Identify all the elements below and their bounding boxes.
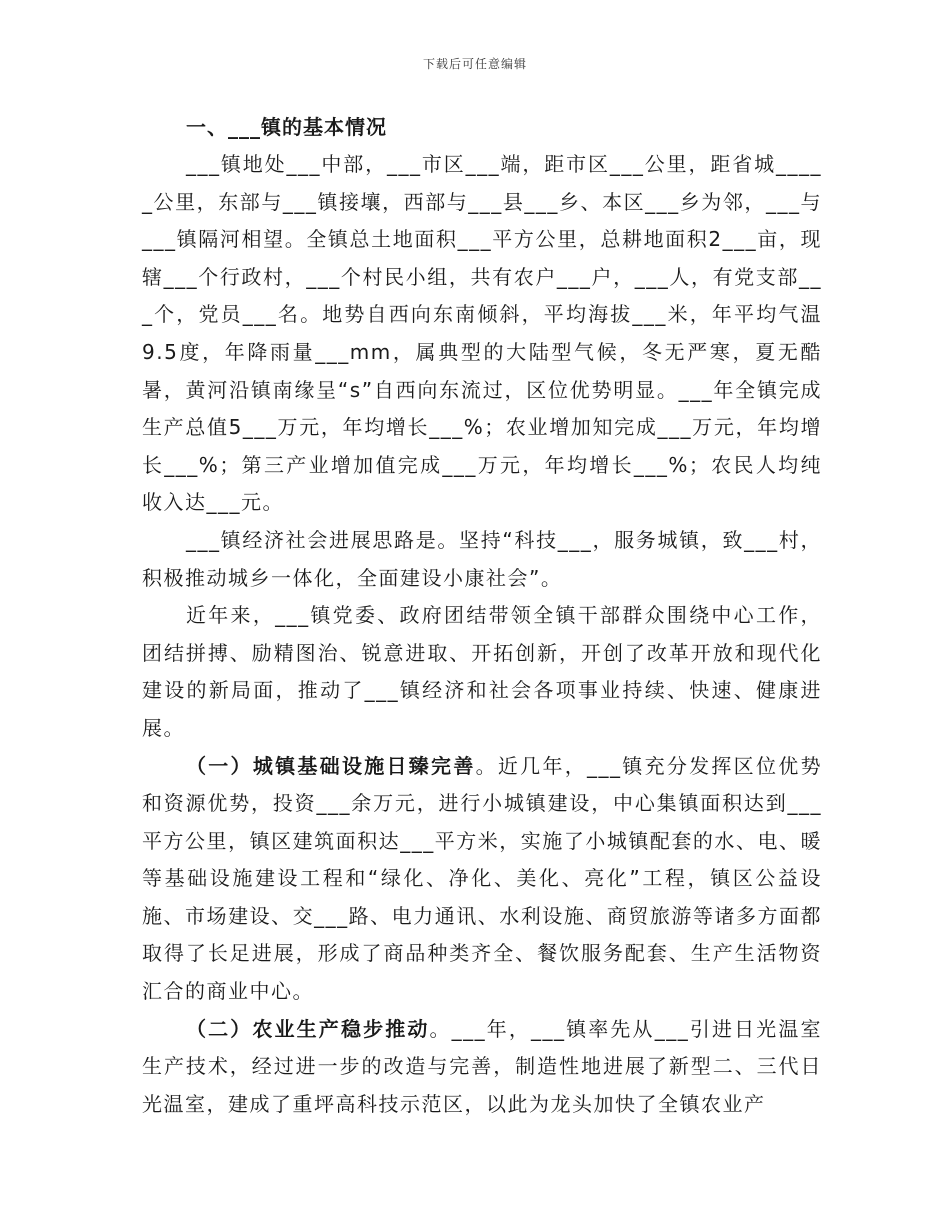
page-header: 下载后可任意编辑 bbox=[422, 57, 527, 71]
paragraph-infrastructure bbox=[142, 748, 822, 1011]
paragraph-infrastructure-body: 。近几年，___镇充分发挥区位优势和资源优势，投资___余万元，进行小城镇建设，中心集镇面积达到___平方公里，镇区建筑面积达___平方米，实施了小城镇配套的水、电、暖等基础设施建设工程和“绿化、净化、美化、亮化”工程，镇区公益设施、市场建设、交___路、电力通讯、水利设施、商贸旅游等诸多方面都取得了长足进展，形成了商品种类齐全、餐饮服务配套、生产生活物资汇合的商业中心。 bbox=[142, 753, 823, 1004]
document-body bbox=[142, 108, 822, 1123]
subheading-infrastructure: （一）城镇基础设施日臻完善 bbox=[186, 753, 476, 778]
paragraph-development-strategy: ___镇经济社会进展思路是。坚持“科技___，服务城镇，致___村，积极推动城乡一体化，全面建设小康社会”。 bbox=[142, 527, 822, 590]
paragraph-agriculture-body: 。___年，___镇率先从___引进日光温室生产技术，经过进一步的改造与完善，制造性地进展了新型二、三代日光温室，建成了重坪高科技示范区，以此为龙头加快了全镇农业产 bbox=[142, 1016, 823, 1116]
paragraph-overview: ___镇地处___中部，___市区___端，距市区___公里，距省城_____公里，东部与___镇接壤，西部与___县___乡、本区___乡为邻，___与___镇隔河相望。全镇总土地面积___平方公里，总耕地面积2___亩，现辖___个行政村，___个村民小组，共有农户___户，___人，有党支部___个，党员___名。地势自西向东南倾斜，平均海拔___米，年平均气温9.5度，年降雨量___mm，属典型的大陆型气候，冬无严寒，夏无酷暑，黄河沿镇南缘呈“s”自西向东流过，区位优势明显。___年全镇完成生产总值5___万元，年均增长___%；农业增加知完成___万元，年均增长___%；第三产业增加值完成___万元，年均增长___%；农民人均纯收入达___元。 bbox=[142, 152, 822, 515]
section-heading: 一、___镇的基本情况 bbox=[186, 115, 387, 139]
paragraph-agriculture bbox=[142, 1011, 822, 1124]
subheading-agriculture: （二）农业生产稳步推动 bbox=[186, 1016, 430, 1041]
paragraph-recent-years: 近年来，___镇党委、政府团结带领全镇干部群众围绕中心工作，团结拼搏、励精图治、锐意进取、开拓创新，开创了改革开放和现代化建设的新局面，推动了___镇经济和社会各项事业持续、快速、健康进展。 bbox=[142, 603, 822, 740]
